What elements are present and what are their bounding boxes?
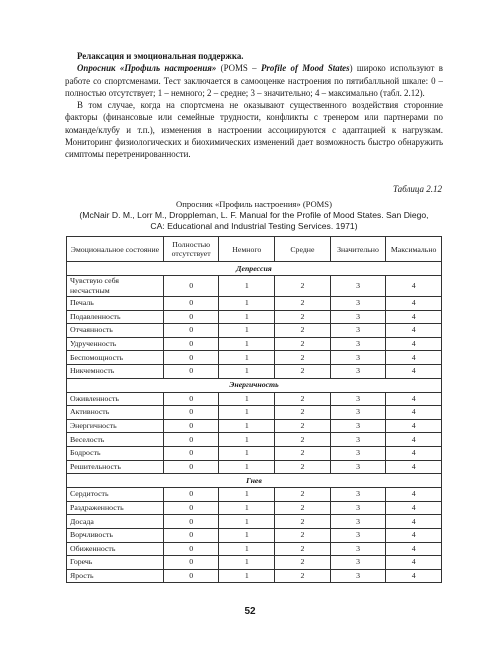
table-row [67,419,442,433]
header-state: Эмоциональное состояние [67,237,164,262]
score-cell: 4 [386,501,442,515]
score-cell: 3 [330,392,386,406]
score-cell: 0 [163,324,219,338]
table-row [67,460,442,474]
score-cell: 1 [219,501,275,515]
state-name-cell: Ворчливость [67,528,164,542]
score-cell: 0 [163,501,219,515]
state-name-cell: Беспомощность [67,351,164,365]
score-cell: 2 [275,337,331,351]
group-title: Энергичность [67,378,442,392]
score-cell: 4 [386,310,442,324]
score-cell: 1 [219,351,275,365]
group-row [67,262,442,276]
table-row [67,351,442,365]
score-cell: 3 [330,446,386,460]
score-cell: 4 [386,542,442,556]
score-cell: 3 [330,569,386,583]
score-cell: 4 [386,419,442,433]
state-name-cell: Решительность [67,460,164,474]
score-cell: 4 [386,488,442,502]
score-cell: 2 [275,542,331,556]
score-cell: 3 [330,276,386,297]
state-name-cell: Чувствую себя несчастным [67,276,164,297]
score-cell: 3 [330,460,386,474]
page-number: 52 [244,606,256,617]
table-row [67,406,442,420]
questionnaire-english-title: Profile of Mood States [261,63,350,74]
header-absent: Полностью отсутствует [163,237,219,262]
table-row [67,501,442,515]
score-cell: 4 [386,515,442,529]
score-cell: 2 [275,392,331,406]
table-row [67,276,442,297]
table-row [67,528,442,542]
table-row [67,515,442,529]
score-cell: 3 [330,488,386,502]
score-cell: 4 [386,460,442,474]
score-cell: 0 [163,392,219,406]
body-text [65,50,443,161]
score-cell: 1 [219,569,275,583]
state-name-cell: Удрученность [67,337,164,351]
score-cell: 1 [219,542,275,556]
score-cell: 3 [330,364,386,378]
state-name-cell: Досада [67,515,164,529]
state-name-cell: Активность [67,406,164,420]
score-cell: 0 [163,446,219,460]
score-cell: 2 [275,446,331,460]
score-cell: 1 [219,488,275,502]
score-cell: 0 [163,351,219,365]
table-row [67,446,442,460]
score-cell: 2 [275,364,331,378]
caption-reference-line-1: (McNair D. M., Lorr M., Droppleman, L. F. Manual for the Profile of Mood States. San Diego, [79,209,429,220]
score-cell: 3 [330,310,386,324]
score-cell: 2 [275,515,331,529]
score-cell: 2 [275,406,331,420]
state-name-cell: Энергичность [67,419,164,433]
group-row [67,378,442,392]
score-cell: 3 [330,433,386,447]
score-cell: 0 [163,488,219,502]
state-name-cell: Ярость [67,569,164,583]
paragraph-text-b: ) широко используют в работе со спортсменами. Тест заключается в самооценке настроения по пятибалльной шкале: 0 – полностью отсутствует; 1 – немного; 2 – средне; 3 – значительно; 4 – максимально (табл. 2.12). [65,63,443,98]
score-cell: 0 [163,460,219,474]
score-cell: 2 [275,419,331,433]
score-cell: 1 [219,446,275,460]
score-cell: 2 [275,276,331,297]
score-cell: 3 [330,515,386,529]
score-cell: 0 [163,569,219,583]
score-cell: 3 [330,542,386,556]
score-cell: 2 [275,528,331,542]
score-cell: 4 [386,569,442,583]
score-cell: 4 [386,446,442,460]
header-considerably: Значительно [330,237,386,262]
score-cell: 3 [330,297,386,311]
table-row [67,556,442,570]
score-cell: 1 [219,460,275,474]
score-cell: 4 [386,324,442,338]
score-cell: 4 [386,406,442,420]
score-cell: 4 [386,528,442,542]
score-cell: 0 [163,276,219,297]
header-moderately: Средне [275,237,331,262]
score-cell: 0 [163,297,219,311]
state-name-cell: Обиженность [67,542,164,556]
state-name-cell: Никчемность [67,364,164,378]
score-cell: 0 [163,419,219,433]
state-name-cell: Бодрость [67,446,164,460]
score-cell: 1 [219,310,275,324]
table-body [67,262,442,583]
table-row [67,297,442,311]
score-cell: 4 [386,556,442,570]
paragraph-text-a: (POMS – [216,63,261,74]
score-cell: 4 [386,297,442,311]
group-title: Депрессия [67,262,442,276]
paragraph-poms-intro [65,62,443,99]
score-cell: 4 [386,351,442,365]
score-cell: 2 [275,324,331,338]
score-cell: 3 [330,324,386,338]
score-cell: 1 [219,392,275,406]
score-cell: 2 [275,569,331,583]
score-cell: 4 [386,392,442,406]
score-cell: 3 [330,351,386,365]
score-cell: 1 [219,276,275,297]
score-cell: 0 [163,515,219,529]
questionnaire-name: Опросник «Профиль настроения» [77,63,217,74]
score-cell: 2 [275,433,331,447]
score-cell: 3 [330,419,386,433]
score-cell: 3 [330,528,386,542]
state-name-cell: Отчаянность [67,324,164,338]
table-row [67,310,442,324]
header-maximally: Максимально [386,237,442,262]
table-row [67,488,442,502]
score-cell: 1 [219,406,275,420]
score-cell: 0 [163,542,219,556]
state-name-cell: Веселость [67,433,164,447]
score-cell: 2 [275,460,331,474]
score-cell: 2 [275,297,331,311]
score-cell: 2 [275,351,331,365]
table-caption [65,199,443,231]
score-cell: 3 [330,556,386,570]
state-name-cell: Подавленность [67,310,164,324]
score-cell: 0 [163,364,219,378]
score-cell: 1 [219,364,275,378]
caption-title: Опросник «Профиль настроения» (POMS) [176,199,332,209]
state-name-cell: Раздраженность [67,501,164,515]
table-row [67,324,442,338]
score-cell: 1 [219,528,275,542]
score-cell: 1 [219,297,275,311]
score-cell: 0 [163,556,219,570]
score-cell: 1 [219,337,275,351]
score-cell: 3 [330,501,386,515]
table-row [67,337,442,351]
paragraph-monitoring: В том случае, когда на спортсмена не оказывают существенного воздействия сторонние факторы (финансовые или семейные трудности, конфликты с тренером или партнерами по команде/клубу и т.п.), изменения в настроении ассоциируются с адаптацией к нагрузкам. Мониторинг физиологических и биохимических изменений дает возможность быстро обнаружить симптомы перетренированности. [65,100,443,160]
group-title: Гнев [67,474,442,488]
score-cell: 0 [163,310,219,324]
poms-table [66,236,442,583]
score-cell: 1 [219,324,275,338]
score-cell: 4 [386,276,442,297]
score-cell: 1 [219,419,275,433]
table-row [67,569,442,583]
score-cell: 4 [386,364,442,378]
score-cell: 0 [163,528,219,542]
header-slightly: Немного [219,237,275,262]
score-cell: 3 [330,337,386,351]
table-row [67,542,442,556]
state-name-cell: Оживленность [67,392,164,406]
group-row [67,474,442,488]
state-name-cell: Горечь [67,556,164,570]
score-cell: 2 [275,488,331,502]
score-cell: 0 [163,337,219,351]
score-cell: 1 [219,433,275,447]
section-heading: Релаксация и эмоциональная поддержка. [77,51,244,61]
score-cell: 3 [330,406,386,420]
score-cell: 0 [163,433,219,447]
score-cell: 1 [219,556,275,570]
score-cell: 4 [386,337,442,351]
score-cell: 2 [275,310,331,324]
state-name-cell: Печаль [67,297,164,311]
table-number-label: Таблица 2.12 [392,184,442,194]
score-cell: 0 [163,406,219,420]
table-row [67,364,442,378]
score-cell: 2 [275,501,331,515]
score-cell: 1 [219,515,275,529]
score-cell: 4 [386,433,442,447]
score-cell: 2 [275,556,331,570]
caption-reference-line-2: CA: Educational and Industrial Testing Services. 1971) [150,220,358,231]
table-header-row [67,237,442,262]
state-name-cell: Сердитость [67,488,164,502]
table-row [67,433,442,447]
table-row [67,392,442,406]
